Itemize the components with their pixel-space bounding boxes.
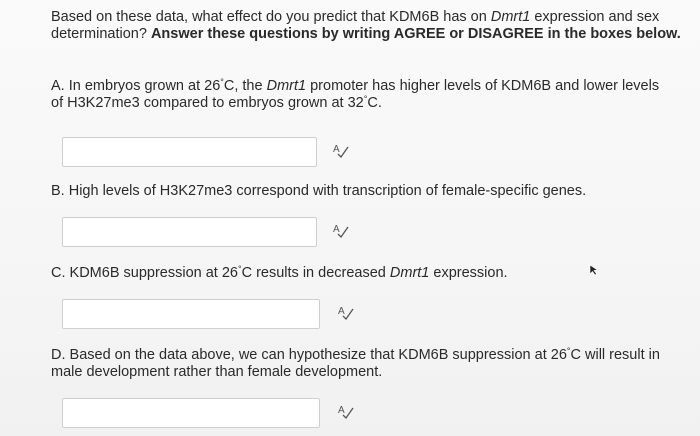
question-text-end: C. <box>367 95 382 111</box>
question-d <box>51 347 661 381</box>
question-a <box>51 78 661 112</box>
question-letter: B. <box>51 183 65 199</box>
gene-name: Dmrt1 <box>266 78 307 94</box>
answer-input-d[interactable] <box>62 398 320 428</box>
svg-text:A: A <box>333 224 340 235</box>
question-letter: A. <box>51 78 65 94</box>
spellcheck-icon[interactable] <box>332 142 350 160</box>
spellcheck-icon[interactable] <box>332 222 350 240</box>
question-prompt <box>51 9 681 43</box>
question-text: KDM6B suppression at 26 <box>69 265 238 281</box>
gene-name: Dmrt1 <box>490 9 531 25</box>
svg-text:A: A <box>338 306 345 317</box>
question-text: In embryos grown at 26 <box>68 78 221 94</box>
answer-row-b <box>62 217 362 251</box>
question-text: Based on the data above, we can hypothesize that KDM6B suppression at 26 <box>69 347 567 363</box>
question-letter: C. <box>51 265 66 281</box>
answer-row-c <box>62 299 362 333</box>
answer-input-c[interactable] <box>62 299 320 329</box>
prompt-instruction: Answer these questions by writing AGREE or DISAGREE in the boxes below. <box>150 26 681 42</box>
answer-input-a[interactable] <box>62 137 317 167</box>
question-text-cont: C results in decreased <box>241 265 390 281</box>
svg-text:A: A <box>338 405 345 416</box>
spellcheck-icon[interactable] <box>337 304 355 322</box>
question-text-cont: C, the <box>223 78 267 94</box>
question-c <box>51 265 661 282</box>
gene-name: Dmrt1 <box>389 265 430 281</box>
question-text-end: C will result in male development rather than female development. <box>51 347 660 380</box>
prompt-text: Based on these data, what effect do you predict that KDM6B has on <box>51 9 491 25</box>
degree-symbol: ° <box>237 264 242 274</box>
answer-input-b[interactable] <box>62 217 317 247</box>
prompt-text-cont: expression and sex determination? <box>51 9 660 42</box>
spellcheck-icon[interactable] <box>337 403 355 421</box>
question-b <box>51 183 661 200</box>
question-text-end: expression. <box>429 265 508 281</box>
svg-text:A: A <box>333 144 340 155</box>
degree-symbol: ° <box>566 346 571 356</box>
question-text-cont: promoter has higher levels of KDM6B and lower levels of H3K27me3 compared to embryos grown at 32 <box>51 78 660 111</box>
question-letter: D. <box>51 347 66 363</box>
degree-symbol: ° <box>363 94 368 104</box>
question-text: High levels of H3K27me3 correspond with transcription of female-specific genes. <box>68 183 587 199</box>
answer-row-a <box>62 137 362 171</box>
degree-symbol: ° <box>220 77 224 87</box>
answer-row-d <box>62 398 362 432</box>
mouse-cursor-icon <box>589 264 599 276</box>
